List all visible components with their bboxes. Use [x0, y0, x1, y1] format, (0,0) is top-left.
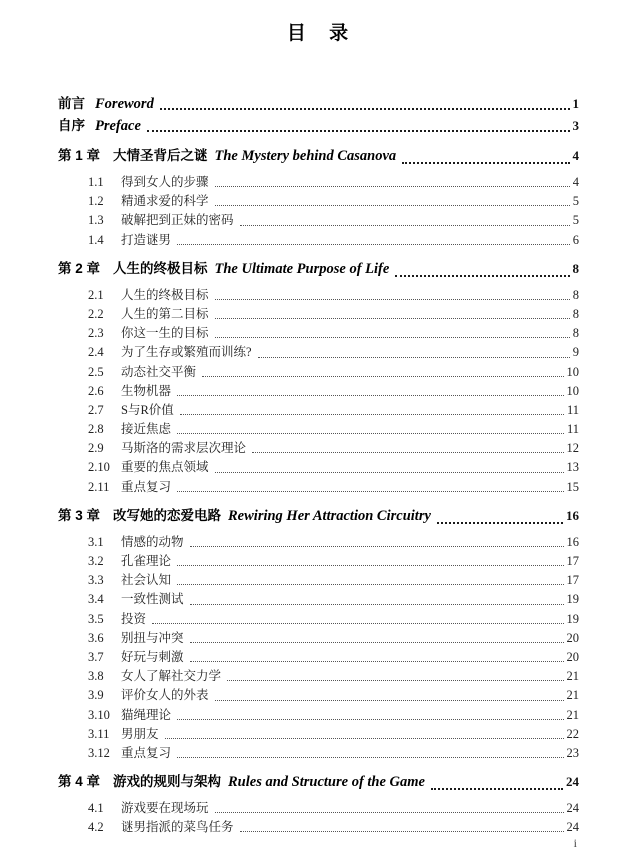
section-number: 1.4 — [88, 232, 104, 247]
section-title-zh: 评价女人的外表 — [121, 688, 209, 703]
dot-leader — [215, 472, 564, 473]
page-number: 16 — [566, 534, 579, 549]
dot-leader — [177, 433, 564, 434]
dot-leader — [177, 584, 563, 585]
page-number: 11 — [566, 422, 579, 437]
page-number: 6 — [572, 232, 579, 247]
dot-leader — [215, 186, 570, 187]
dot-leader — [215, 337, 570, 338]
dot-leader — [227, 680, 563, 681]
chapter-title-en: Rules and Structure of the Game — [228, 774, 425, 791]
page-number: 20 — [566, 649, 579, 664]
section-row — [58, 191, 579, 210]
section-number: 3.8 — [88, 669, 104, 684]
page-number: 24 — [566, 820, 579, 835]
section-row — [58, 705, 579, 724]
dot-leader — [240, 225, 570, 226]
dot-leader — [215, 299, 570, 300]
section-number: 2.8 — [88, 422, 104, 437]
section-row — [58, 210, 579, 229]
section-title-zh: 你这一生的目标 — [121, 326, 209, 341]
page-number: 23 — [566, 745, 579, 760]
chapter-title-zh: 改写她的恋爱电路 — [113, 507, 222, 523]
section-number: 1.1 — [88, 175, 104, 189]
page-number: 22 — [566, 726, 579, 741]
chapter-title-zh: 游戏的规则与架构 — [113, 774, 222, 790]
dot-leader — [190, 604, 564, 605]
page-number: 8 — [572, 260, 579, 276]
section-row — [58, 589, 579, 608]
section-number: 4.1 — [88, 801, 104, 816]
chapter-title-zh: 大情圣背后之谜 — [113, 148, 208, 163]
section-title-zh: 为了生存或繁殖而训练? — [121, 345, 252, 360]
dot-leader — [215, 205, 570, 206]
section-number: 2.7 — [88, 402, 104, 417]
section-row — [58, 285, 579, 304]
front-matter-label-en: Preface — [95, 118, 141, 134]
dot-leader — [177, 565, 563, 566]
section-row — [58, 172, 579, 191]
page-number: 17 — [566, 573, 579, 588]
section-title-zh: 生物机器 — [121, 383, 172, 398]
section-title-zh: 投资 — [121, 611, 147, 626]
page-number: 4 — [572, 175, 579, 189]
dot-leader — [190, 642, 564, 643]
chapter-number: 第 4 章 — [58, 774, 101, 790]
section-title-zh: 接近焦虑 — [121, 422, 172, 437]
front-matter-label-en: Foreword — [95, 96, 154, 112]
chapter-sections — [58, 798, 579, 836]
chapter-heading-row — [58, 257, 579, 281]
section-row — [58, 628, 579, 647]
section-number: 3.9 — [88, 688, 104, 703]
section-row — [58, 381, 579, 400]
section-row — [58, 570, 579, 589]
page-number: 8 — [572, 326, 579, 341]
section-title-zh: 孔雀理论 — [121, 554, 172, 568]
section-number: 2.2 — [88, 306, 104, 321]
section-title-zh: 女人了解社交力学 — [121, 669, 222, 684]
chapter-title-en: The Ultimate Purpose of Life — [214, 260, 390, 277]
section-number: 2.5 — [88, 364, 104, 379]
dot-leader — [402, 162, 569, 164]
section-row — [58, 609, 579, 628]
chapter-heading-row — [58, 504, 579, 528]
front-matter-row — [58, 114, 579, 136]
page-number: 15 — [566, 479, 579, 494]
dot-leader — [215, 812, 564, 813]
section-number: 3.4 — [88, 592, 104, 607]
section-row — [58, 724, 579, 743]
page-number: 5 — [572, 213, 579, 228]
section-title-zh: 重要的焦点领域 — [121, 460, 209, 475]
section-row — [58, 685, 579, 704]
dot-leader — [165, 738, 564, 739]
section-number: 3.11 — [88, 726, 110, 741]
dot-leader — [180, 414, 564, 415]
section-row — [58, 362, 579, 381]
page-number: 21 — [566, 669, 579, 684]
section-number: 2.10 — [88, 460, 110, 475]
page-number: 13 — [566, 460, 579, 475]
section-row — [58, 798, 579, 817]
chapter-title-zh: 人生的终极目标 — [113, 260, 208, 276]
section-number: 3.12 — [88, 745, 110, 760]
dot-leader — [190, 546, 564, 547]
dot-leader — [215, 318, 570, 319]
dot-leader — [395, 275, 569, 277]
section-title-zh: 谜男指派的菜鸟任务 — [121, 820, 234, 835]
section-title-zh: 破解把到正妹的密码 — [121, 213, 234, 228]
dot-leader — [147, 130, 570, 132]
dot-leader — [152, 623, 563, 624]
section-title-zh: 猫绳理论 — [121, 707, 172, 722]
section-row — [58, 419, 579, 438]
page-number: 1 — [572, 96, 579, 111]
section-row — [58, 457, 579, 476]
page-number: 5 — [572, 194, 579, 209]
page-number: 16 — [566, 507, 579, 523]
page-number: 8 — [572, 287, 579, 302]
section-number: 3.3 — [88, 573, 104, 588]
page-number: 17 — [566, 554, 579, 568]
dot-leader — [160, 108, 570, 110]
dot-leader — [190, 661, 564, 662]
section-number: 4.2 — [88, 820, 104, 835]
chapter-title-en: The Mystery behind Casanova — [214, 148, 397, 164]
section-row — [58, 342, 579, 361]
page-number: 12 — [566, 441, 579, 456]
dot-leader — [240, 831, 564, 832]
section-row — [58, 666, 579, 685]
chapter-sections — [58, 532, 579, 762]
page-number: 4 — [572, 148, 579, 163]
dot-leader — [437, 522, 563, 524]
section-number: 3.5 — [88, 611, 104, 626]
dot-leader — [177, 395, 563, 396]
dot-leader — [215, 700, 564, 701]
page-number: 24 — [566, 774, 579, 790]
section-number: 3.6 — [88, 630, 104, 645]
page-number: 19 — [566, 592, 579, 607]
section-number: 1.3 — [88, 213, 104, 228]
section-number: 3.10 — [88, 707, 110, 722]
section-row — [58, 743, 579, 762]
section-number: 1.2 — [88, 194, 104, 209]
page-number: 24 — [566, 801, 579, 816]
section-number: 2.3 — [88, 326, 104, 341]
section-number: 3.1 — [88, 534, 104, 549]
chapter-number: 第 1 章 — [58, 148, 101, 163]
section-title-zh: 一致性测试 — [121, 592, 184, 607]
front-matter-label-zh: 前言 — [58, 96, 85, 111]
section-number: 3.7 — [88, 649, 104, 664]
page-number: 8 — [572, 306, 579, 321]
front-matter-label-zh: 自序 — [58, 118, 85, 133]
page-number: 11 — [566, 402, 579, 417]
section-row — [58, 551, 579, 570]
section-title-zh: 得到女人的步骤 — [121, 175, 209, 189]
dot-leader — [258, 357, 570, 358]
section-title-zh: 打造谜男 — [121, 232, 172, 247]
page-number: 10 — [566, 383, 579, 398]
section-title-zh: 社会认知 — [121, 573, 172, 588]
page-number: 20 — [566, 630, 579, 645]
section-row — [58, 230, 579, 249]
chapter-title-en: Rewiring Her Attraction Circuitry — [228, 507, 431, 524]
page-number: 19 — [566, 611, 579, 626]
dot-leader — [252, 452, 563, 453]
section-title-zh: 游戏要在现场玩 — [121, 801, 209, 816]
section-row — [58, 532, 579, 551]
chapter-number: 第 3 章 — [58, 507, 101, 523]
chapter-sections — [58, 172, 579, 249]
chapter-heading-row — [58, 770, 579, 794]
page-number: 21 — [566, 688, 579, 703]
section-title-zh: 马斯洛的需求层次理论 — [121, 441, 247, 456]
chapter-number: 第 2 章 — [58, 260, 101, 276]
page-title: 目 录 — [286, 23, 351, 44]
dot-leader — [202, 376, 563, 377]
dot-leader — [177, 491, 563, 492]
section-title-zh: 好玩与刺激 — [121, 649, 184, 664]
toc-list — [58, 92, 579, 836]
section-row — [58, 438, 579, 457]
section-title-zh: 重点复习 — [121, 479, 172, 494]
section-row — [58, 400, 579, 419]
section-number: 2.11 — [88, 479, 110, 494]
section-title-zh: 男朋友 — [121, 726, 159, 741]
page-number: 3 — [572, 118, 579, 133]
section-number: 2.1 — [88, 287, 104, 302]
page-number: 9 — [572, 345, 579, 360]
chapter-sections — [58, 285, 579, 496]
section-number: 3.2 — [88, 554, 104, 568]
dot-leader — [177, 757, 563, 758]
section-title-zh: 精通求爱的科学 — [121, 194, 209, 209]
section-number: 2.6 — [88, 383, 104, 398]
section-row — [58, 304, 579, 323]
section-row — [58, 647, 579, 666]
section-title-zh: 动态社交平衡 — [121, 364, 197, 379]
page-number: 21 — [566, 707, 579, 722]
page-number: 10 — [566, 364, 579, 379]
dot-leader — [177, 244, 570, 245]
section-number: 2.9 — [88, 441, 104, 456]
dot-leader — [177, 719, 563, 720]
section-row — [58, 477, 579, 496]
chapter-heading-row — [58, 144, 579, 168]
front-matter-row — [58, 92, 579, 114]
section-title-zh: S与R价值 — [121, 402, 174, 417]
dot-leader — [431, 788, 563, 790]
section-row — [58, 323, 579, 342]
section-number: 2.4 — [88, 345, 104, 360]
footer-page-number: i — [573, 836, 577, 850]
section-row — [58, 817, 579, 836]
section-title-zh: 别扭与冲突 — [121, 630, 184, 645]
section-title-zh: 重点复习 — [121, 745, 172, 760]
section-title-zh: 人生的第二目标 — [121, 306, 209, 321]
section-title-zh: 人生的终极目标 — [121, 287, 209, 302]
section-title-zh: 情感的动物 — [121, 534, 184, 549]
